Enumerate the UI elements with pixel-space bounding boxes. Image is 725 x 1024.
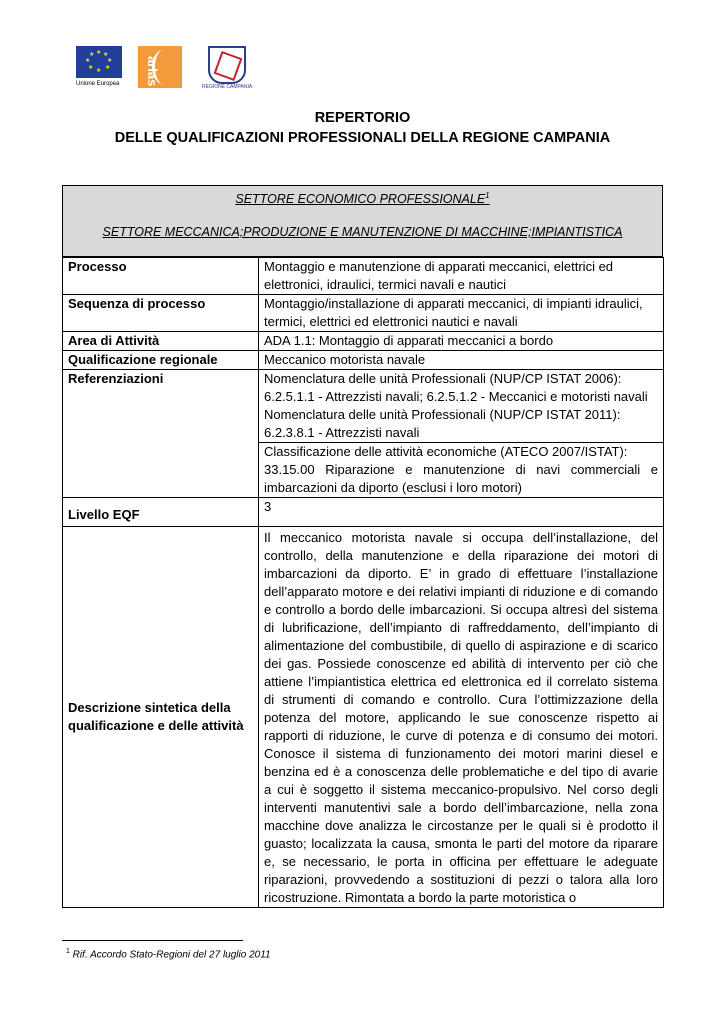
row-value-descrizione: Il meccanico motorista navale si occupa dell’installazione, del controllo, della manutenzione e della riparazione dei motori di imbarcazioni da diporto. E’ in grado di effettuare l’installazione dell’apparato motore e dei relativi impianti di riduzione e di comando e controllo a bordo delle imbarcazioni. Si occupa altresì del sistema di lubrificazione, dell’impianto di raffreddamento, dell’impianto di alimentazione del combustibile, di quello di aspirazione e di scarico dei gas. Possiede conoscenze ed abilità di intervento per ciò che attiene l’impiantistica elettrica ed elettronica ed il correlato sistema di strumenti di comando e controllo. Cura l’ottimizzazione della potenza del motore, applicando le sue conoscenze rispetto ai rapporti di riduzione, le curve di potenza e di consumo dei motori. Conosce il sistema di funzionamento dei motori marini diesel e benzina ed è a conoscenza delle problematiche e del tipo di avarie a cui è soggetto il sistema meccanico-propulsivo. Nel corso degli interventi manutentivi sale a bordo dell’imbarcazione, nella zona macchine dove analizza le circostanze per le quali si è prodotto il guasto; localizzata la causa, smonta le parti del motore da riparare e, se necessario, le porta in officina per effettuare le adeguate riparazioni, provvedendo a sostituzioni di pezzi o talora alla loro ricostruzione. Rimontata a bordo la parte motoristica o <box>259 527 664 908</box>
row-value-area: ADA 1.1: Montaggio di apparati meccanici a bordo <box>259 332 664 351</box>
ateco-codes: 33.15.00 Riparazione e manutenzione di navi commerciali e imbarcazioni da diporto (esclusi i loro motori) <box>264 462 658 495</box>
eu-caption: Unione Europea <box>76 81 120 87</box>
row-value-processo: Montaggio e manutenzione di apparati meccanici, elettrici ed elettronici, idraulici, termici navali e nautici <box>259 258 664 295</box>
row-label-processo: Processo <box>63 258 259 295</box>
table-row <box>63 527 664 908</box>
title-line-2: DELLE QUALIFICAZIONI PROFESSIONALI DELLA REGIONE CAMPANIA <box>114 130 611 146</box>
row-label-referenziazioni: Referenziazioni <box>63 370 259 498</box>
sector-header-box <box>62 185 663 257</box>
table-row <box>63 370 664 443</box>
row-label-descrizione: Descrizione sintetica della qualificazione e delle attività <box>63 527 259 908</box>
ateco-text: Classificazione delle attività economiche (ATECO 2007/ISTAT): <box>264 444 628 459</box>
rc-caption: REGIONE CAMPANIA <box>202 84 253 90</box>
arlas-logo <box>138 46 182 88</box>
row-label-qualificazione: Qualificazione regionale <box>63 351 259 370</box>
footnote-ref: 1 <box>485 191 490 200</box>
sector-header <box>63 191 662 206</box>
row-label-area: Area di Attività <box>63 332 259 351</box>
arlas-logo-text: arlas <box>145 56 160 87</box>
nup2011-text: Nomenclatura delle unità Professionali (NUP/CP ISTAT 2011): <box>264 407 621 422</box>
eu-flag-icon: ★ ★ ★ ★ ★ ★ ★ ★ <box>76 46 122 78</box>
footnote-divider <box>62 940 243 941</box>
row-value-qualificazione: Meccanico motorista navale <box>259 351 664 370</box>
footnote-mark: 1 <box>66 948 70 955</box>
row-value-sequenza: Montaggio/installazione di apparati meccanici, di impianti idraulici, termici, elettrici ed elettronici nautici e navali <box>259 295 664 332</box>
nup2006-codes: 6.2.5.1.1 - Attrezzisti navali; 6.2.5.1.2 - Meccanici e motoristi navali <box>264 389 648 404</box>
sector-name: SETTORE MECCANICA;PRODUZIONE E MANUTENZIONE DI MACCHINE;IMPIANTISTICA <box>102 225 623 239</box>
row-value-ateco <box>259 443 664 498</box>
row-value-eqf: 3 <box>259 498 664 527</box>
qualification-table <box>62 257 664 908</box>
nup2011-codes: 6.2.3.8.1 - Attrezzisti navali <box>264 425 420 440</box>
table-row <box>63 258 664 295</box>
sector-header-text: SETTORE ECONOMICO PROFESSIONALE <box>235 192 486 207</box>
campania-shield-icon <box>208 46 246 84</box>
footnote-text: Rif. Accordo Stato-Regioni del 27 luglio 2011 <box>69 949 271 961</box>
table-row <box>63 351 664 370</box>
row-value-nup <box>259 370 664 443</box>
title-line-1: REPERTORIO <box>314 110 411 126</box>
page-title <box>0 108 725 148</box>
table-row <box>63 332 664 351</box>
row-label-sequenza: Sequenza di processo <box>63 295 259 332</box>
table-row <box>63 498 664 527</box>
row-label-eqf: Livello EQF <box>63 498 259 527</box>
logos-header <box>76 46 276 92</box>
eu-logo <box>76 46 124 92</box>
nup2006-text: Nomenclatura delle unità Professionali (NUP/CP ISTAT 2006): <box>264 371 622 386</box>
regione-campania-logo <box>202 46 253 92</box>
table-row <box>63 295 664 332</box>
footnote <box>66 948 271 960</box>
